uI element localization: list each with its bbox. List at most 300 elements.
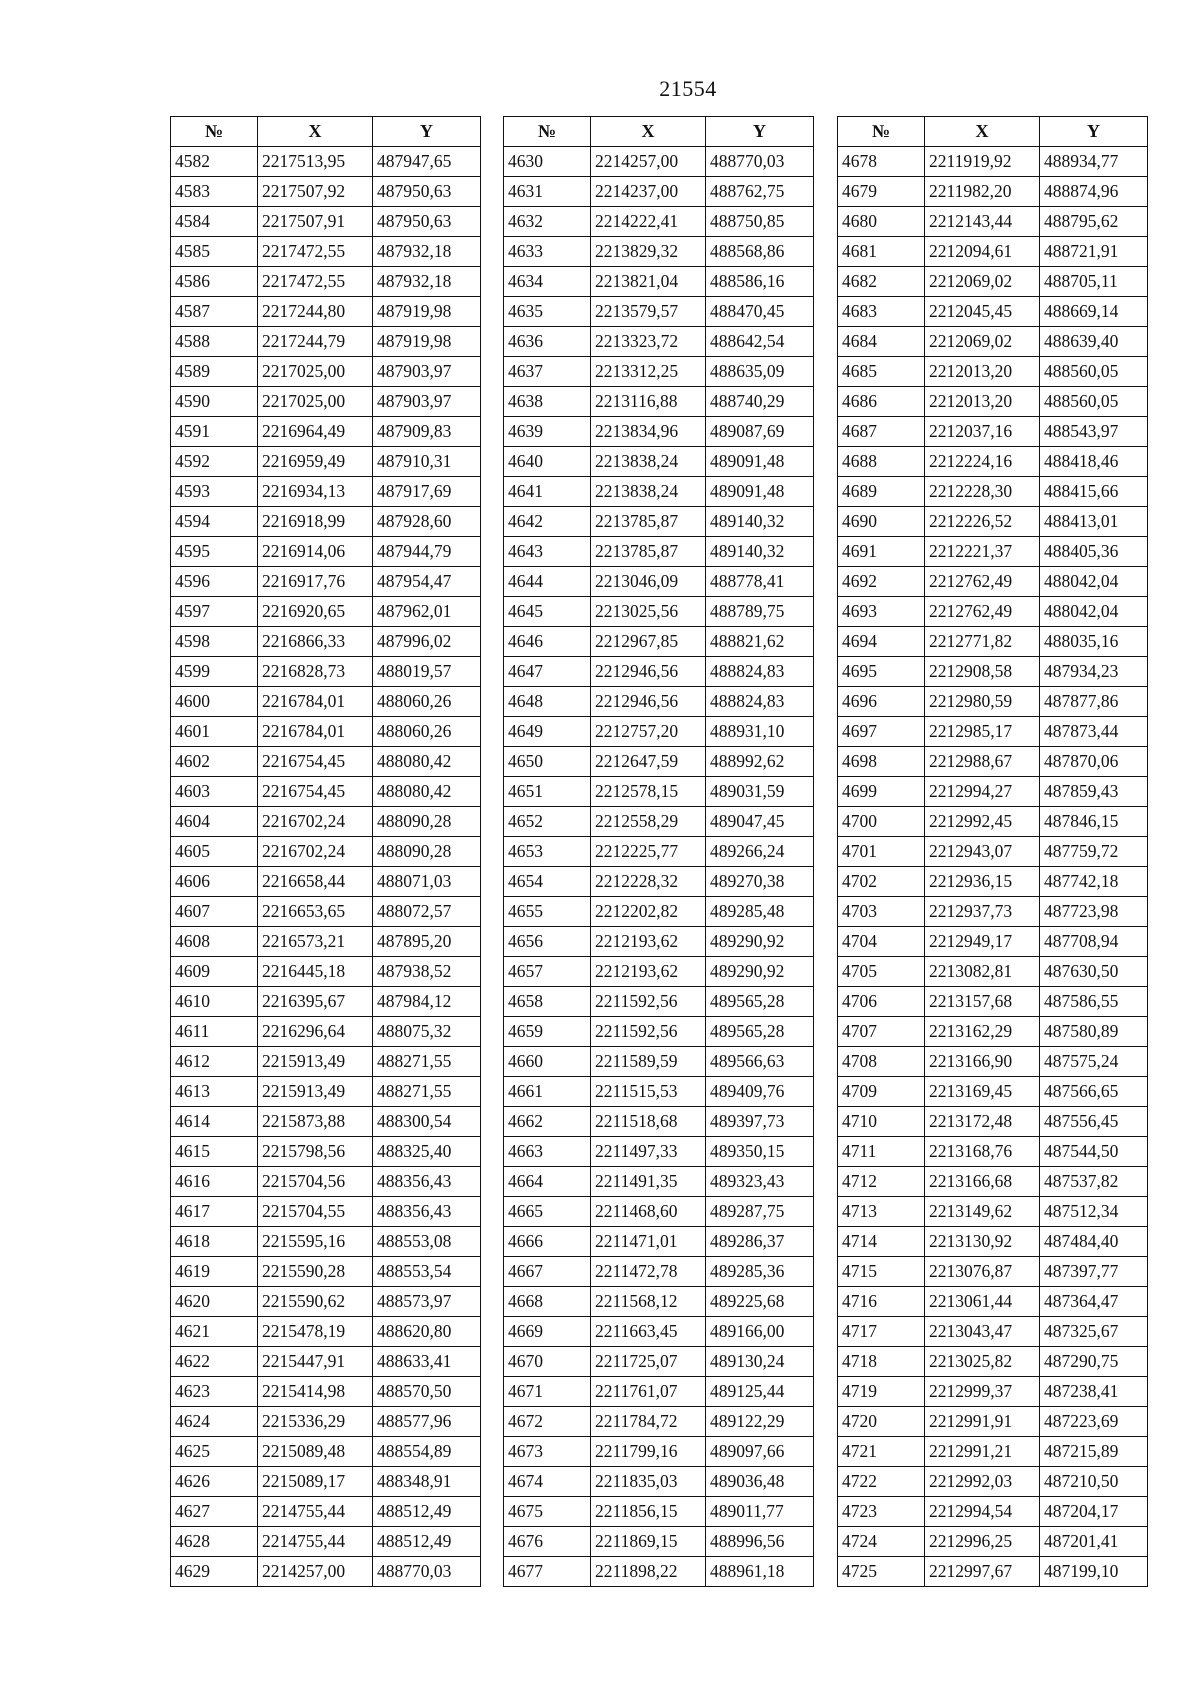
point-number-cell: 4636 [504,327,591,357]
point-number-cell: 4714 [838,1227,925,1257]
y-coordinate-cell: 488639,40 [1040,327,1148,357]
table-row [838,177,1148,207]
table-row [171,447,481,477]
table-header-row [171,117,481,147]
y-coordinate-cell: 488080,42 [373,777,481,807]
coordinates-table-1 [170,116,481,1587]
y-coordinate-cell: 487903,97 [373,357,481,387]
x-coordinate-cell: 2216964,49 [258,417,373,447]
point-number-cell: 4680 [838,207,925,237]
table-row [838,507,1148,537]
x-coordinate-cell: 2212967,85 [591,627,706,657]
column-header-number: № [504,117,591,147]
y-coordinate-cell: 487877,86 [1040,687,1148,717]
y-coordinate-cell: 487210,50 [1040,1467,1148,1497]
table-row [838,597,1148,627]
y-coordinate-cell: 489087,69 [706,417,814,447]
y-coordinate-cell: 488789,75 [706,597,814,627]
table-row [838,447,1148,477]
point-number-cell: 4698 [838,747,925,777]
x-coordinate-cell: 2211982,20 [925,177,1040,207]
y-coordinate-cell: 489285,36 [706,1257,814,1287]
x-coordinate-cell: 2212988,67 [925,747,1040,777]
y-coordinate-cell: 488577,96 [373,1407,481,1437]
point-number-cell: 4647 [504,657,591,687]
table-row [838,477,1148,507]
table-row [838,1467,1148,1497]
point-number-cell: 4617 [171,1197,258,1227]
point-number-cell: 4597 [171,597,258,627]
y-coordinate-cell: 487556,45 [1040,1107,1148,1137]
y-coordinate-cell: 487944,79 [373,537,481,567]
y-coordinate-cell: 488071,03 [373,867,481,897]
y-coordinate-cell: 487566,65 [1040,1077,1148,1107]
y-coordinate-cell: 487903,97 [373,387,481,417]
table-row [838,1347,1148,1377]
x-coordinate-cell: 2212578,15 [591,777,706,807]
y-coordinate-cell: 487201,41 [1040,1527,1148,1557]
table-row [171,1527,481,1557]
point-number-cell: 4715 [838,1257,925,1287]
y-coordinate-cell: 488512,49 [373,1497,481,1527]
y-coordinate-cell: 488740,29 [706,387,814,417]
point-number-cell: 4589 [171,357,258,387]
table-row [838,1107,1148,1137]
point-number-cell: 4675 [504,1497,591,1527]
table-row [504,1317,814,1347]
table-row [838,687,1148,717]
point-number-cell: 4670 [504,1347,591,1377]
y-coordinate-cell: 489125,44 [706,1377,814,1407]
point-number-cell: 4699 [838,777,925,807]
point-number-cell: 4700 [838,807,925,837]
table-row [504,1107,814,1137]
y-coordinate-cell: 488553,54 [373,1257,481,1287]
table-row [504,1497,814,1527]
x-coordinate-cell: 2215089,17 [258,1467,373,1497]
point-number-cell: 4626 [171,1467,258,1497]
point-number-cell: 4709 [838,1077,925,1107]
x-coordinate-cell: 2213082,81 [925,957,1040,987]
y-coordinate-cell: 487290,75 [1040,1347,1148,1377]
x-coordinate-cell: 2211515,53 [591,1077,706,1107]
x-coordinate-cell: 2213821,04 [591,267,706,297]
table-row [838,627,1148,657]
table-row [504,447,814,477]
point-number-cell: 4721 [838,1437,925,1467]
y-coordinate-cell: 488090,28 [373,807,481,837]
table-row [504,597,814,627]
x-coordinate-cell: 2216702,24 [258,837,373,867]
x-coordinate-cell: 2212558,29 [591,807,706,837]
y-coordinate-cell: 488415,66 [1040,477,1148,507]
point-number-cell: 4725 [838,1557,925,1587]
point-number-cell: 4653 [504,837,591,867]
table-row [838,777,1148,807]
table-row [171,1407,481,1437]
y-coordinate-cell: 489097,66 [706,1437,814,1467]
table-row [504,1557,814,1587]
table-row [171,297,481,327]
point-number-cell: 4634 [504,267,591,297]
table-row [171,177,481,207]
column-header-x: X [591,117,706,147]
x-coordinate-cell: 2216395,67 [258,987,373,1017]
table-row [171,957,481,987]
x-coordinate-cell: 2211472,78 [591,1257,706,1287]
table-row [504,1047,814,1077]
x-coordinate-cell: 2216918,99 [258,507,373,537]
y-coordinate-cell: 488824,83 [706,657,814,687]
point-number-cell: 4718 [838,1347,925,1377]
x-coordinate-cell: 2216573,21 [258,927,373,957]
table-row [838,147,1148,177]
table-row [171,807,481,837]
y-coordinate-cell: 488035,16 [1040,627,1148,657]
table-row [504,507,814,537]
y-coordinate-cell: 488770,03 [706,147,814,177]
table-row [171,597,481,627]
x-coordinate-cell: 2212762,49 [925,567,1040,597]
x-coordinate-cell: 2212225,77 [591,837,706,867]
point-number-cell: 4595 [171,537,258,567]
y-coordinate-cell: 488570,50 [373,1377,481,1407]
table-row [171,657,481,687]
y-coordinate-cell: 488750,85 [706,207,814,237]
x-coordinate-cell: 2211589,59 [591,1047,706,1077]
y-coordinate-cell: 488325,40 [373,1137,481,1167]
point-number-cell: 4672 [504,1407,591,1437]
point-number-cell: 4702 [838,867,925,897]
y-coordinate-cell: 488418,46 [1040,447,1148,477]
table-row [504,417,814,447]
point-number-cell: 4719 [838,1377,925,1407]
x-coordinate-cell: 2211784,72 [591,1407,706,1437]
x-coordinate-cell: 2212143,44 [925,207,1040,237]
table-row [838,387,1148,417]
y-coordinate-cell: 489031,59 [706,777,814,807]
point-number-cell: 4635 [504,297,591,327]
point-number-cell: 4613 [171,1077,258,1107]
point-number-cell: 4594 [171,507,258,537]
table-header-row [504,117,814,147]
table-row [504,387,814,417]
y-coordinate-cell: 488778,41 [706,567,814,597]
y-coordinate-cell: 487910,31 [373,447,481,477]
point-number-cell: 4655 [504,897,591,927]
column-header-number: № [838,117,925,147]
y-coordinate-cell: 487325,67 [1040,1317,1148,1347]
column-header-x: X [925,117,1040,147]
x-coordinate-cell: 2215336,29 [258,1407,373,1437]
table-row [171,1557,481,1587]
x-coordinate-cell: 2213046,09 [591,567,706,597]
column-header-x: X [258,117,373,147]
table-row [171,777,481,807]
point-number-cell: 4669 [504,1317,591,1347]
y-coordinate-cell: 488762,75 [706,177,814,207]
y-coordinate-cell: 488721,91 [1040,237,1148,267]
x-coordinate-cell: 2217025,00 [258,387,373,417]
table-row [504,147,814,177]
table-row [838,207,1148,237]
x-coordinate-cell: 2212992,45 [925,807,1040,837]
table-row [171,417,481,447]
y-coordinate-cell: 488568,86 [706,237,814,267]
y-coordinate-cell: 488931,10 [706,717,814,747]
y-coordinate-cell: 487947,65 [373,147,481,177]
point-number-cell: 4705 [838,957,925,987]
x-coordinate-cell: 2211468,60 [591,1197,706,1227]
table-row [171,387,481,417]
point-number-cell: 4607 [171,897,258,927]
x-coordinate-cell: 2216784,01 [258,717,373,747]
table-row [504,297,814,327]
point-number-cell: 4588 [171,327,258,357]
y-coordinate-cell: 489266,24 [706,837,814,867]
x-coordinate-cell: 2213838,24 [591,447,706,477]
x-coordinate-cell: 2211471,01 [591,1227,706,1257]
y-coordinate-cell: 488934,77 [1040,147,1148,177]
x-coordinate-cell: 2212991,91 [925,1407,1040,1437]
y-coordinate-cell: 488271,55 [373,1077,481,1107]
table-row [171,1167,481,1197]
point-number-cell: 4649 [504,717,591,747]
y-coordinate-cell: 488705,11 [1040,267,1148,297]
table-row [504,897,814,927]
y-coordinate-cell: 488821,62 [706,627,814,657]
x-coordinate-cell: 2216445,18 [258,957,373,987]
y-coordinate-cell: 489047,45 [706,807,814,837]
point-number-cell: 4605 [171,837,258,867]
y-coordinate-cell: 488635,09 [706,357,814,387]
x-coordinate-cell: 2214257,00 [258,1557,373,1587]
point-number-cell: 4585 [171,237,258,267]
table-row [838,327,1148,357]
point-number-cell: 4612 [171,1047,258,1077]
point-number-cell: 4695 [838,657,925,687]
point-number-cell: 4678 [838,147,925,177]
point-number-cell: 4586 [171,267,258,297]
table-row [838,1407,1148,1437]
y-coordinate-cell: 488642,54 [706,327,814,357]
y-coordinate-cell: 488356,43 [373,1167,481,1197]
table-row [504,1077,814,1107]
x-coordinate-cell: 2212193,62 [591,957,706,987]
x-coordinate-cell: 2212996,25 [925,1527,1040,1557]
table-row [171,1047,481,1077]
page-number: 21554 [659,76,717,101]
y-coordinate-cell: 489140,32 [706,507,814,537]
x-coordinate-cell: 2215478,19 [258,1317,373,1347]
table-row [504,1377,814,1407]
table-row [171,717,481,747]
x-coordinate-cell: 2216866,33 [258,627,373,657]
x-coordinate-cell: 2211869,15 [591,1527,706,1557]
y-coordinate-cell: 487586,55 [1040,987,1148,1017]
x-coordinate-cell: 2216702,24 [258,807,373,837]
table-row [838,897,1148,927]
x-coordinate-cell: 2212943,07 [925,837,1040,867]
point-number-cell: 4651 [504,777,591,807]
point-number-cell: 4601 [171,717,258,747]
x-coordinate-cell: 2211761,07 [591,1377,706,1407]
x-coordinate-cell: 2213323,72 [591,327,706,357]
table-row [504,747,814,777]
table-row [838,717,1148,747]
table-row [504,987,814,1017]
point-number-cell: 4667 [504,1257,591,1287]
table-row [504,657,814,687]
table-row [504,1407,814,1437]
point-number-cell: 4711 [838,1137,925,1167]
point-number-cell: 4694 [838,627,925,657]
table-row [838,1527,1148,1557]
x-coordinate-cell: 2217507,92 [258,177,373,207]
table-row [838,957,1148,987]
x-coordinate-cell: 2212013,20 [925,357,1040,387]
point-number-cell: 4648 [504,687,591,717]
x-coordinate-cell: 2212999,37 [925,1377,1040,1407]
y-coordinate-cell: 487909,83 [373,417,481,447]
point-number-cell: 4628 [171,1527,258,1557]
x-coordinate-cell: 2216920,65 [258,597,373,627]
table-row [171,1017,481,1047]
y-coordinate-cell: 487537,82 [1040,1167,1148,1197]
point-number-cell: 4706 [838,987,925,1017]
point-number-cell: 4641 [504,477,591,507]
x-coordinate-cell: 2215590,62 [258,1287,373,1317]
y-coordinate-cell: 487938,52 [373,957,481,987]
point-number-cell: 4707 [838,1017,925,1047]
x-coordinate-cell: 2217025,00 [258,357,373,387]
x-coordinate-cell: 2212994,54 [925,1497,1040,1527]
table-row [171,357,481,387]
x-coordinate-cell: 2217472,55 [258,267,373,297]
y-coordinate-cell: 487895,20 [373,927,481,957]
table-row [838,807,1148,837]
x-coordinate-cell: 2212228,30 [925,477,1040,507]
point-number-cell: 4630 [504,147,591,177]
point-number-cell: 4623 [171,1377,258,1407]
point-number-cell: 4679 [838,177,925,207]
y-coordinate-cell: 488075,32 [373,1017,481,1047]
y-coordinate-cell: 488080,42 [373,747,481,777]
table-row [838,657,1148,687]
y-coordinate-cell: 488633,41 [373,1347,481,1377]
table-row [504,627,814,657]
y-coordinate-cell: 488060,26 [373,687,481,717]
point-number-cell: 4708 [838,1047,925,1077]
point-number-cell: 4652 [504,807,591,837]
table-row [504,687,814,717]
y-coordinate-cell: 489409,76 [706,1077,814,1107]
x-coordinate-cell: 2212221,37 [925,537,1040,567]
table-row [171,867,481,897]
y-coordinate-cell: 487580,89 [1040,1017,1148,1047]
table-row [504,1467,814,1497]
table-row [838,1227,1148,1257]
point-number-cell: 4631 [504,177,591,207]
table-row [838,537,1148,567]
y-coordinate-cell: 489397,73 [706,1107,814,1137]
y-coordinate-cell: 487759,72 [1040,837,1148,867]
point-number-cell: 4710 [838,1107,925,1137]
point-number-cell: 4674 [504,1467,591,1497]
y-coordinate-cell: 487962,01 [373,597,481,627]
point-number-cell: 4664 [504,1167,591,1197]
table-row [838,567,1148,597]
table-row [171,1107,481,1137]
y-coordinate-cell: 487223,69 [1040,1407,1148,1437]
table-row [171,207,481,237]
table-row [504,1167,814,1197]
x-coordinate-cell: 2214222,41 [591,207,706,237]
table-row [171,1377,481,1407]
y-coordinate-cell: 487873,44 [1040,717,1148,747]
y-coordinate-cell: 488560,05 [1040,357,1148,387]
x-coordinate-cell: 2215414,98 [258,1377,373,1407]
y-coordinate-cell: 488543,97 [1040,417,1148,447]
point-number-cell: 4654 [504,867,591,897]
x-coordinate-cell: 2212013,20 [925,387,1040,417]
y-coordinate-cell: 489130,24 [706,1347,814,1377]
point-number-cell: 4671 [504,1377,591,1407]
table-row [504,1527,814,1557]
table-row [838,1257,1148,1287]
table-row [838,1017,1148,1047]
x-coordinate-cell: 2212771,82 [925,627,1040,657]
x-coordinate-cell: 2211856,15 [591,1497,706,1527]
x-coordinate-cell: 2212985,17 [925,717,1040,747]
x-coordinate-cell: 2211898,22 [591,1557,706,1587]
y-coordinate-cell: 487708,94 [1040,927,1148,957]
y-coordinate-cell: 487928,60 [373,507,481,537]
y-coordinate-cell: 489091,48 [706,447,814,477]
coordinates-table-2 [503,116,814,1587]
table-row [171,687,481,717]
y-coordinate-cell: 488992,62 [706,747,814,777]
x-coordinate-cell: 2215913,49 [258,1077,373,1107]
point-number-cell: 4621 [171,1317,258,1347]
point-number-cell: 4681 [838,237,925,267]
table-row [171,627,481,657]
table-row [171,477,481,507]
table-row [838,1377,1148,1407]
x-coordinate-cell: 2212762,49 [925,597,1040,627]
y-coordinate-cell: 487932,18 [373,237,481,267]
point-number-cell: 4583 [171,177,258,207]
point-number-cell: 4716 [838,1287,925,1317]
table-row [171,1227,481,1257]
point-number-cell: 4713 [838,1197,925,1227]
y-coordinate-cell: 488090,28 [373,837,481,867]
y-coordinate-cell: 487512,34 [1040,1197,1148,1227]
table-row [504,1197,814,1227]
point-number-cell: 4677 [504,1557,591,1587]
point-number-cell: 4676 [504,1527,591,1557]
point-number-cell: 4603 [171,777,258,807]
point-number-cell: 4633 [504,237,591,267]
point-number-cell: 4614 [171,1107,258,1137]
x-coordinate-cell: 2213076,87 [925,1257,1040,1287]
x-coordinate-cell: 2211491,35 [591,1167,706,1197]
table-row [504,717,814,747]
column-header-number: № [171,117,258,147]
table-row [504,237,814,267]
point-number-cell: 4587 [171,297,258,327]
y-coordinate-cell: 489350,15 [706,1137,814,1167]
